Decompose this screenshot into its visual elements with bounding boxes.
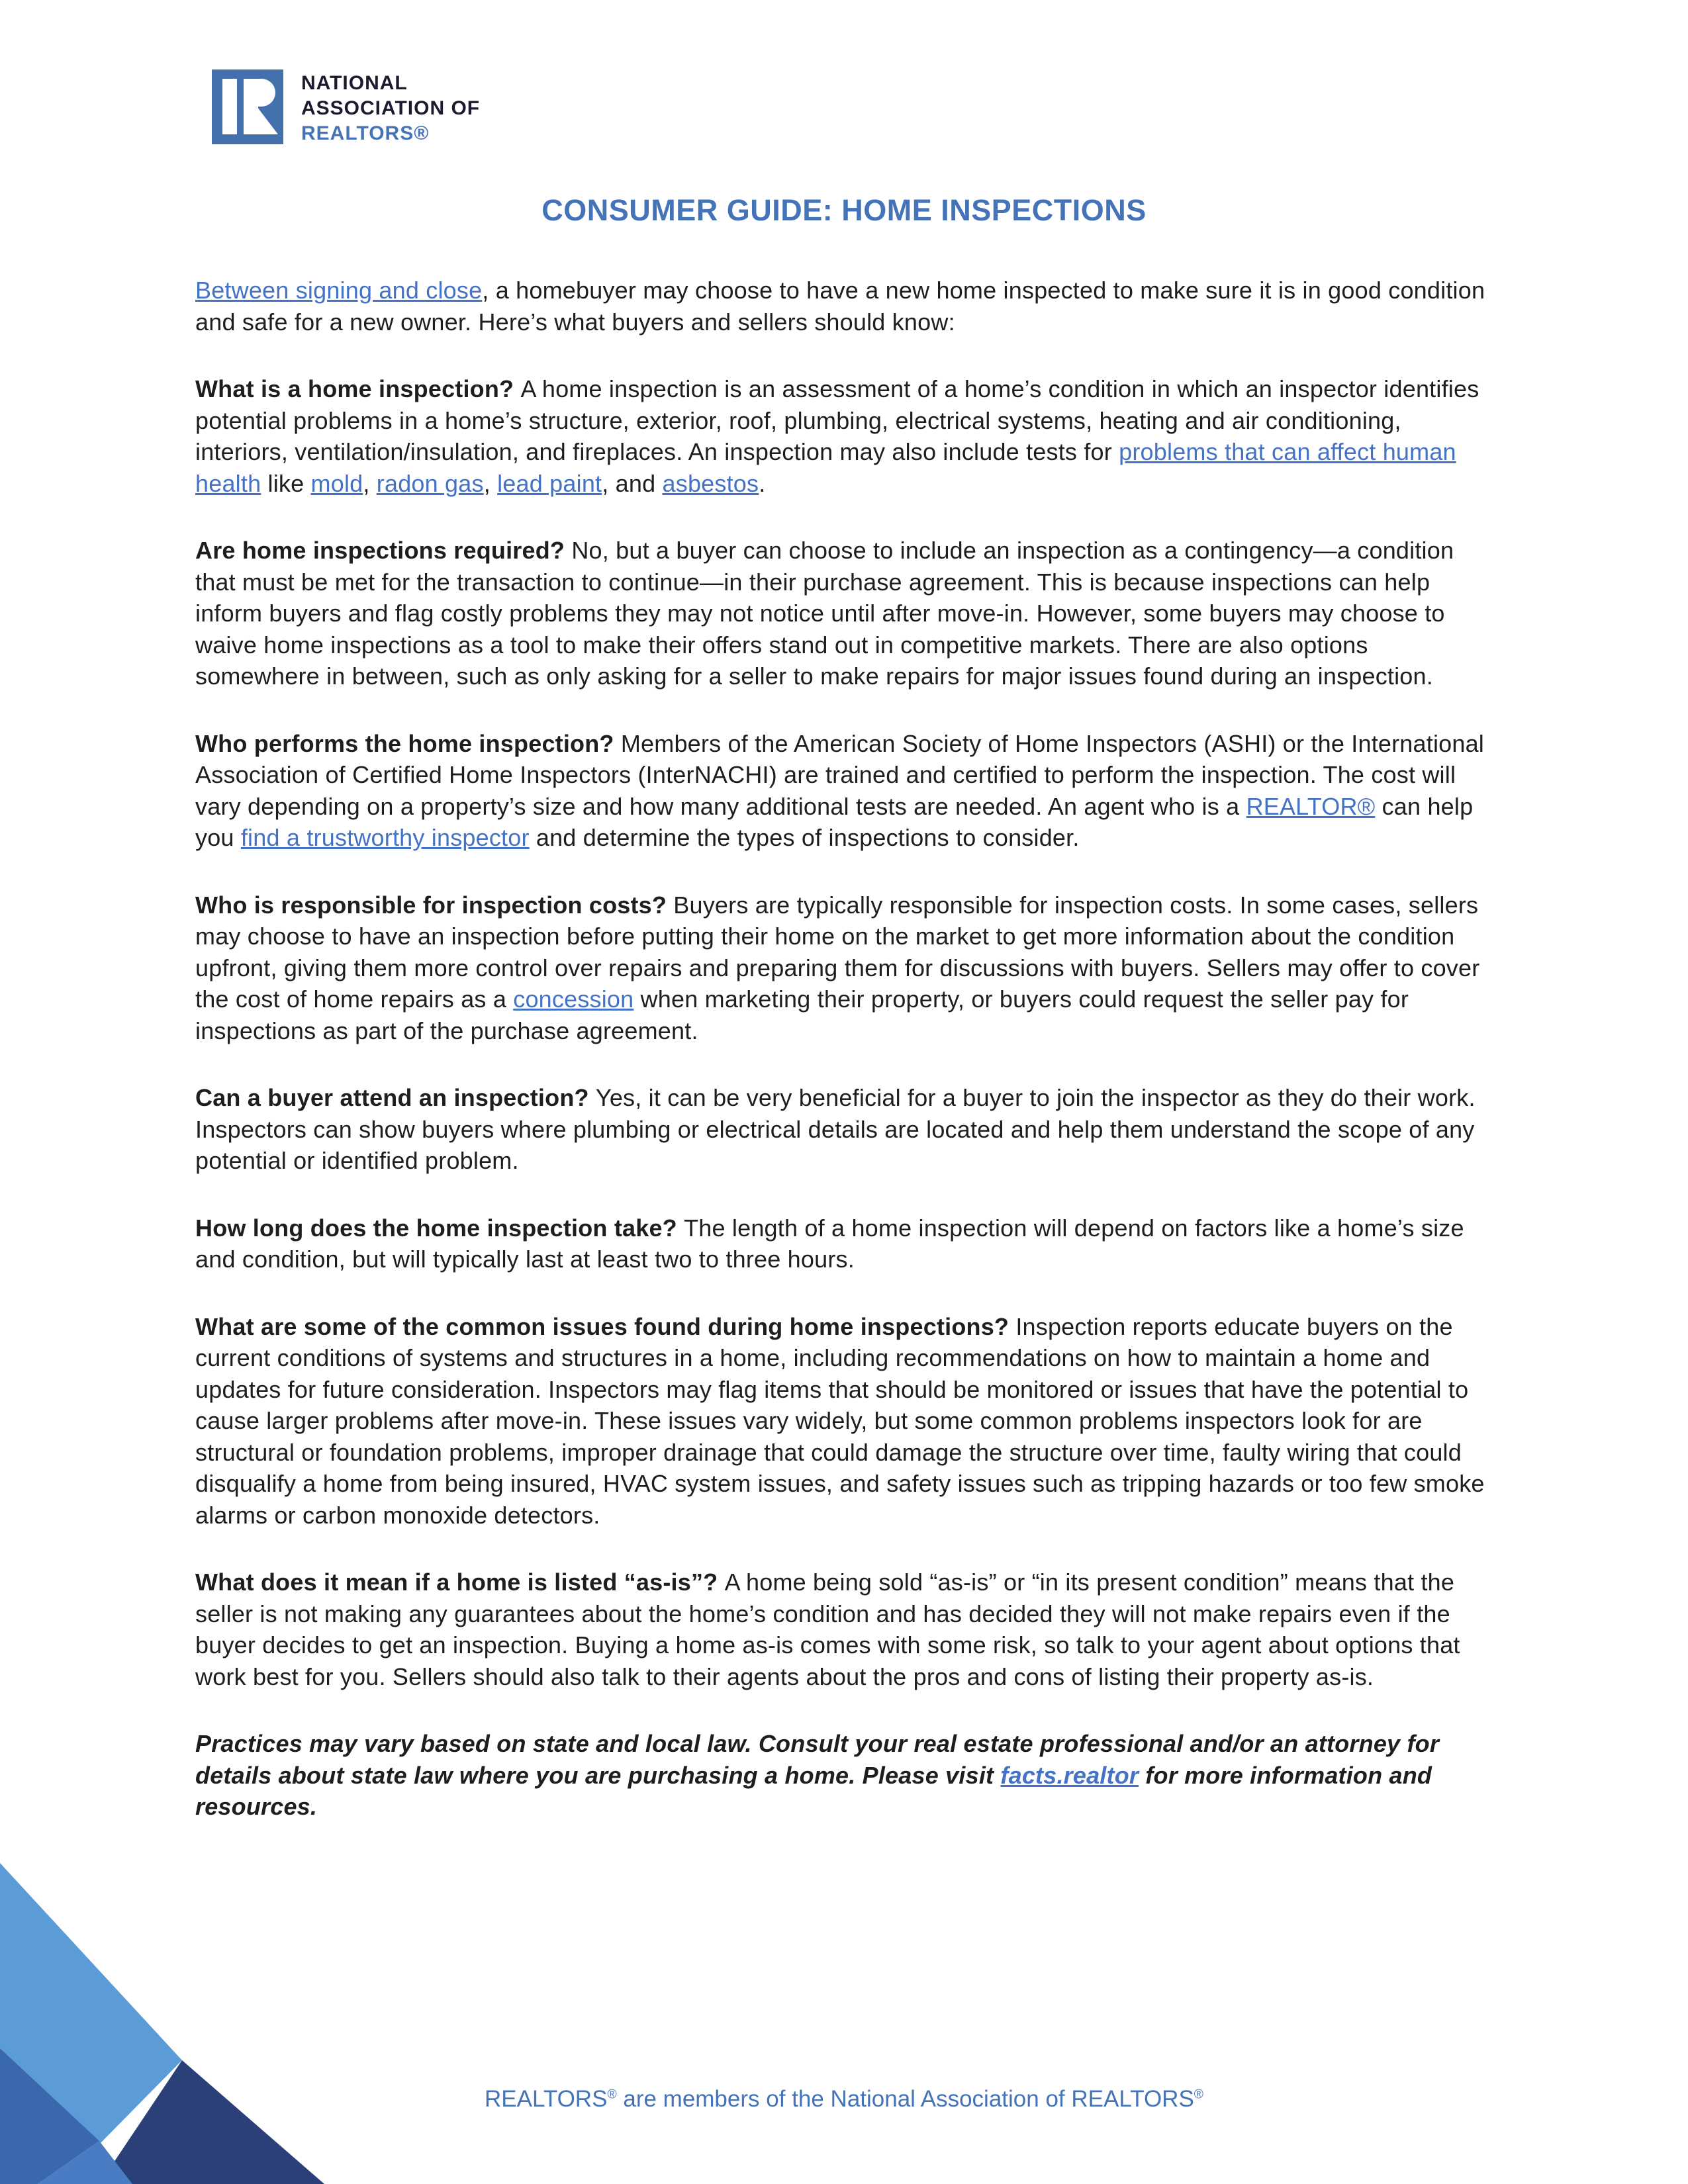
document-body [195, 275, 1496, 1858]
concession-link[interactable]: concession [513, 985, 634, 1013]
text-run: Yes, it can be very beneficial for a buyer to join the inspector as they do their work. Inspectors can show buyers where plumbing or electrical details are located and help them understand the scope of any potential or identified problem. [195, 1084, 1476, 1174]
text-run: Who is responsible for inspection costs? [195, 891, 674, 919]
text-run: No, but a buyer can choose to include an inspection as a contingency—a condition that must be met for the transaction to continue—in their purchase agreement. This is because inspections can help inform buyers and flag costly problems they may not notice until after move-in. However, some buyers may choose to waive home inspections as a tool to make their offers stand out in competitive markets. There are also options somewhere in between, such as only asking for a seller to make repairs for major issues found during an inspection. [195, 537, 1454, 690]
mold-link[interactable]: mold [310, 469, 363, 497]
paragraph [195, 728, 1496, 854]
text-run: A home inspection is an assessment of a home’s condition in which an inspector identifies potential problems in a home’s structure, exterior, roof, plumbing, electrical systems, heating and air conditioning, interiors, ventilation/insulation, and fireplaces. An inspection may also include tests for [195, 375, 1479, 465]
page-title: CONSUMER GUIDE: HOME INSPECTIONS [541, 193, 1147, 227]
text-run: Who performs the home inspection? [195, 729, 621, 757]
between-signing-and-close-link[interactable]: Between signing and close [195, 277, 483, 304]
corner-decoration [0, 1853, 344, 2184]
asbestos-link[interactable]: asbestos [662, 469, 759, 497]
paragraph [195, 1567, 1496, 1692]
text-run: Are home inspections required? [195, 537, 572, 564]
text-run: and determine the types of inspections to consider. [529, 824, 1080, 851]
text-run: for more information and resources. [195, 1761, 1432, 1820]
text-run: ® [1194, 2087, 1203, 2102]
paragraph [195, 1311, 1496, 1531]
text-run: What is a home inspection? [195, 375, 521, 402]
text-run: , and [602, 469, 663, 497]
text-run: How long does the home inspection take? [195, 1214, 684, 1242]
radon-gas-link[interactable]: radon gas [376, 469, 484, 497]
text-run: Can a buyer attend an inspection? [195, 1084, 596, 1111]
paragraph [195, 889, 1496, 1047]
nar-logo [212, 69, 480, 146]
text-run: are members of the National Association of REALTORS [616, 2086, 1194, 2112]
facts-realtor-link[interactable]: facts.realtor [1000, 1761, 1139, 1789]
lead-paint-link[interactable]: lead paint [497, 469, 602, 497]
find-trustworthy-inspector-link[interactable]: find a trustworthy inspector [240, 824, 530, 851]
text-run: when marketing their property, or buyers could request the seller pay for inspections as part of the purchase agreement. [195, 985, 1409, 1044]
text-run: What does it mean if a home is listed “as-is”? [195, 1569, 725, 1596]
logo-line-2: ASSOCIATION OF [301, 97, 481, 119]
paragraph [195, 1728, 1496, 1823]
paragraph [195, 373, 1496, 499]
problems-human-health-link[interactable]: problems that can affect human health [195, 438, 1456, 497]
text-run: A home being sold “as-is” or “in its present condition” means that the seller is not making any guarantees about the home’s condition and has decided they will not make repairs even if the buyer decides to get an inspection. Buying a home as-is comes with some risk, so talk to your agent about options that work best for you. Sellers should also talk to their agents about the pros and cons of listing their property as-is. [195, 1569, 1460, 1690]
text-run: , [363, 469, 377, 497]
text-run: can help you [195, 792, 1474, 851]
text-run: Practices may vary based on state and local law. Consult your real estate professional and/or an attorney for details about state law where you are purchasing a home. Please visit [195, 1730, 1440, 1789]
text-run: , a homebuyer may choose to have a new home inspected to make sure it is in good condition and safe for a new owner. Here’s what buyers and sellers should know: [195, 277, 1485, 336]
nar-logo-text [301, 71, 480, 146]
text-run: REALTORS [485, 2086, 608, 2112]
logo-line-1: NATIONAL [301, 72, 408, 94]
logo-line-3: REALTORS® [301, 122, 430, 144]
paragraph [195, 275, 1496, 338]
text-run: like [261, 469, 311, 497]
text-run: The length of a home inspection will depend on factors like a home’s size and condition, but will typically last at least two to three hours. [195, 1214, 1464, 1273]
realtor-link[interactable]: REALTOR® [1246, 792, 1376, 820]
text-run: Members of the American Society of Home Inspectors (ASHI) or the International Association of Certified Home Inspectors (InterNACHI) are trained and certified to perform the inspection. The cost will vary depending on a property’s size and how many additional tests are needed. An agent who is a [195, 729, 1485, 820]
text-run: ® [607, 2087, 617, 2102]
text-run: , [483, 469, 498, 497]
text-run: . [759, 469, 766, 497]
text-run: Inspection reports educate buyers on the current conditions of systems and structures in a home, including recommendations on how to maintain a home and updates for future consideration. Inspectors may flag items that should be monitored or issues that have the potential to cause larger problems after move-in. These issues vary widely, but some common problems inspectors look for are structural or foundation problems, improper drainage that could damage the structure over time, faulty wiring that could disqualify a home from being insured, HVAC system issues, and safety issues such as tripping hazards or too few smoke alarms or carbon monoxide detectors. [195, 1312, 1485, 1529]
text-run: Buyers are typically responsible for inspection costs. In some cases, sellers may choose to have an inspection before putting their home on the market to get more information about the condition upfront, giving them more control over repairs and preparing them for discussions with buyers. Sellers may offer to cover the cost of home repairs as a [195, 891, 1480, 1013]
paragraph [195, 1082, 1496, 1177]
nar-logo-mark-icon [212, 69, 283, 144]
text-run: What are some of the common issues found during home inspections? [195, 1312, 1016, 1340]
paragraph [195, 535, 1496, 692]
paragraph [195, 1212, 1496, 1275]
